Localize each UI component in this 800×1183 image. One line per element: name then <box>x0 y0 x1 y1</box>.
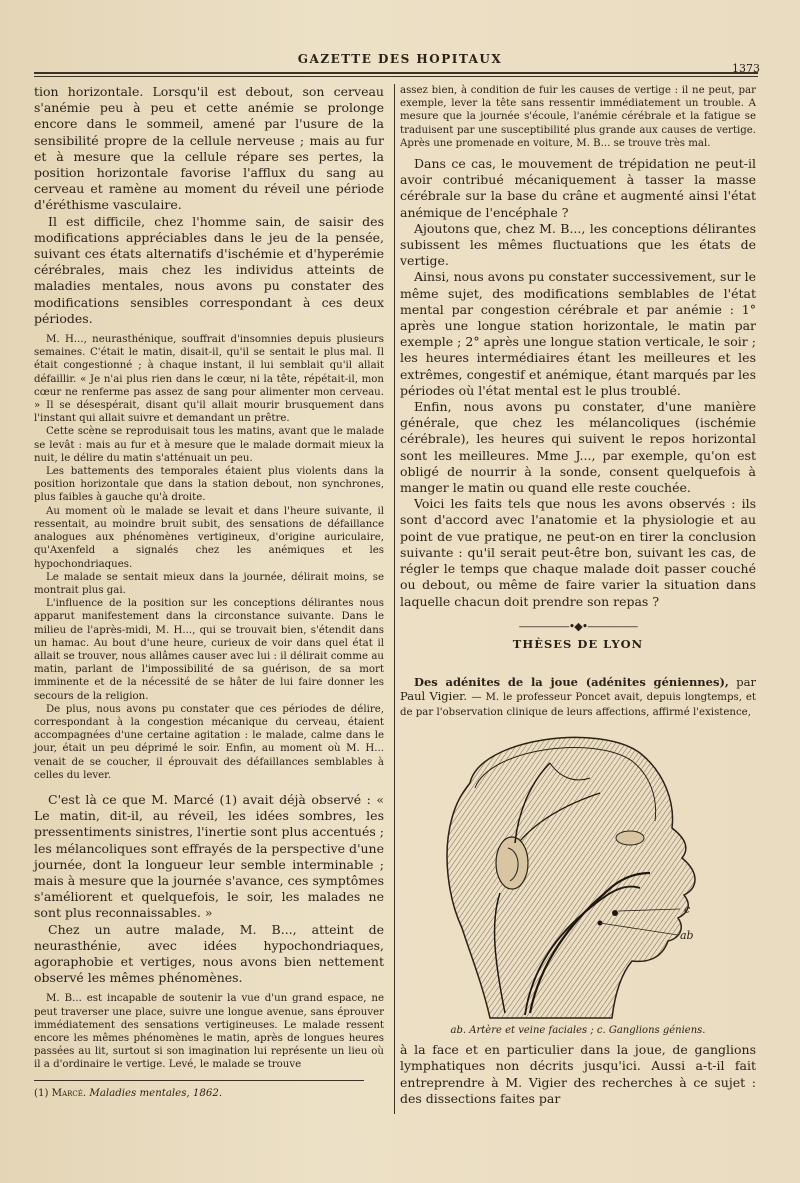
page-header-title: GAZETTE DES HOPITAUX <box>297 52 503 66</box>
paragraph: Chez un autre malade, M. B..., atteint de neurasthénie, avec idées hypochondriaques, agoraphobie et vertiges, nous avons bien nettement observé les mêmes phénomènes. <box>34 921 384 986</box>
footnote-reference: Maladies mentales, 1862. <box>89 1087 223 1099</box>
left-column <box>34 84 384 1100</box>
head-silhouette <box>447 738 695 1019</box>
column-divider <box>394 84 395 1114</box>
article-title: Des adénites de la joue (adénites géniennes), <box>414 674 729 689</box>
header-rule <box>34 72 758 74</box>
case-paragraph: L'influence de la position sur les conceptions délirantes nous apparut manifestement dans la circonstance suivante. Dans le milieu de l'après-midi, M. H..., qui se trouvait bien, s'étendit dans un hamac. Au bout d'une heure, curieux de voir dans quel état il allait se trouver, nous allâmes causer avec lui : il délirait comme au matin, parlant de l'impossibilité de sa guérison, de sa mort imminente et de la nécessité de se hâter de lui faire donner les secours de la religion. <box>34 598 384 702</box>
footnote <box>34 1087 384 1100</box>
figure-label-c: c <box>684 903 691 917</box>
figure-label-ab: ab <box>680 929 694 943</box>
ear <box>496 837 528 889</box>
paragraph: à la face et en particulier dans la joue, de ganglions lymphatiques non décrits jusqu'ici. Aussi a-t-il fait entreprendre à M. Vigier des recherches à ce sujet : des dissections faites par <box>400 1042 756 1106</box>
paragraph: Dans ce cas, le mouvement de trépidation ne peut-il avoir contribué mécaniquement à tasser la masse cérébrale sur la base du crâne et augmenté ainsi l'état anémique de l'encéphale ? <box>400 156 756 220</box>
paragraph: Il est difficile, chez l'homme sain, de saisir des modifications appréciables dans le jeu de la pensée, suivant ces états alternatifs d'ischémie et d'hyperémie cérébrales, mais chez les individus atteints de maladies mentales, nous avons pu constater des modifications sensibles correspondant à ces deux périodes. <box>34 213 384 326</box>
case-paragraph: De plus, nous avons pu constater que ces périodes de délire, correspondant à la congestion mécanique du cerveau, étaient accompagnées d'une certaine agitation : le malade, calme dans le jour, était un peu déprimé le soir. Enfin, au moment où M. H... venait de se coucher, il éprouvait des défaillances semblables à celles du lever. <box>34 703 384 781</box>
paragraph: tion horizontale. Lorsqu'il est debout, son cerveau s'anémie peu à peu et cette anémie se prolonge encore dans le sommeil, amené par l'usure de la sensibilité propre de la cellule nerveuse ; mais au fur et à mesure que la cellule répare ses pertes, la position horizontale favorise l'afflux du sang au cerveau et ramène au moment du réveil une période d'éréthisme vasculaire. <box>34 84 384 213</box>
paragraph: Ajoutons que, chez M. B..., les conceptions délirantes subissent les mêmes fluctuations que les états de vertige. <box>400 220 756 269</box>
section-title: THÈSES DE LYON <box>512 636 644 651</box>
footnote-marker: (1) Marcé. <box>34 1087 87 1099</box>
paragraph: Ainsi, nous avons pu constater successivement, sur le même sujet, des modifications semblables de l'état mental par congestion cérébrale et par anémie : 1° après une longue station horizontale, le matin par exemple ; 2° après une longue station verticale, le soir ; les heures intermédiaires étant les meilleures et les extrêmes, congestif et anémique, étant marqués par les périodes où l'état mental est le plus troublé. <box>400 269 756 398</box>
article-author: par Paul Vigier. <box>400 674 757 703</box>
case-paragraph: Le malade se sentait mieux dans la journée, délirait moins, se montrait plus gai. <box>34 571 384 596</box>
case-paragraph: Au moment où le malade se levait et dans l'heure suivante, il ressentait, au moindre bruit subit, des sensations de défaillance analogues aux phénomènes vertigineux, d'origine auriculaire, qu'Axenfeld a signalés chez les anémiques et les hypochondriaques. <box>34 505 384 570</box>
head-illustration <box>400 723 756 1023</box>
footnote-rule <box>34 1080 364 1081</box>
case-paragraph: assez bien, à condition de fuir les causes de vertige : il ne peut, par exemple, lever la tête sans ressentir immédiatement un trouble. A mesure que la journée s'écoule, l'anémie cérébrale et la fatigue se traduisent par une susceptibilité plus grande aux causes de vertige. Après une promenade en voiture, M. B... se trouve très mal. <box>400 85 756 149</box>
case-paragraph: Cette scène se reproduisait tous les matins, avant que le malade se levât : mais au fur et à mesure que le malade dormait mieux la nuit, le délire du matin s'atténuait un peu. <box>34 426 384 464</box>
right-column <box>400 84 756 1107</box>
paragraph: C'est là ce que M. Marcé (1) avait déjà observé : « Le matin, dit-il, au réveil, les idées sombres, les pressentiments sinistres, l'inertie sont plus accentués ; les mélancoliques sont effrayés de la perspective d'une journée, dont la longueur leur semble interminable ; mais à mesure que la journée s'avance, ces symptômes s'améliorent et quelquefois, le soir, les malades ne sont plus reconnaissables. » <box>34 791 384 921</box>
page-number: 1373 <box>732 62 760 75</box>
case-paragraph: M. H..., neurasthénique, souffrait d'insomnies depuis plusieurs semaines. C'était le matin, disait-il, qu'il se sentait le plus mal. Il était congestionné ; à chaque instant, il lui semblait qu'il allait défaillir. « Je n'ai plus rien dans le cœur, ni la tête, répétait-il, mon cœur ne renferme pas assez de sang pour alimenter mon cerveau. » Il se désespérait, disant qu'il allait mourir brusquement dans l'instant qui allait suivre et demandant un prêtre. <box>34 334 384 425</box>
paragraph: Enfin, nous avons pu constater, d'une manière générale, que chez les mélancoliques (ischémie cérébrale), les heures qui suivent le repos horizontal sont les meilleures. Mme J..., par exemple, qu'on est obligé de nourrir à la sonde, consent quelquefois à manger le matin ou quand elle reste couchée. <box>400 399 756 496</box>
case-paragraph: M. B... est incapable de soutenir la vue d'un grand espace, ne peut traverser une place, suivre une longue avenue, sans éprouver immédiatement des sensations vertigineuses. Le malade ressent encore les mêmes phénomènes le matin, après de longues heures passées au lit, surtout si son imagination lui représente un lieu où il a d'ordinaire le vertige. Levé, le malade se trouve <box>34 993 384 1071</box>
section-separator: —————•◆•————— <box>518 619 638 633</box>
figure-caption: ab. Artère et veine faciales ; c. Ganglions géniens. <box>450 1025 706 1037</box>
article-intro-text: — M. le professeur Poncet avait, depuis longtemps, et de par l'observation clinique de leurs affections, affirmé l'existence, <box>400 691 756 718</box>
article-intro <box>400 675 756 719</box>
header-rule-thin <box>34 76 758 77</box>
eye <box>616 831 644 845</box>
case-paragraph: Les battements des temporales étaient plus violents dans la position horizontale que dans la station debout, non synchrones, plus faibles à gauche qu'à droite. <box>34 466 384 504</box>
anatomical-figure <box>400 723 756 1023</box>
ganglion <box>612 910 618 916</box>
paragraph: Voici les faits tels que nous les avons observés : ils sont d'accord avec l'anatomie et la physiologie et au point de vue pratique, ne peut-on en tirer la conclusion suivante : qu'il serait peut-être bon, suivant les cas, de régler le temps que chaque malade doit passer couché ou debout, ou même de faire varier la situation dans laquelle chacun doit prendre son repas ? <box>400 496 756 609</box>
